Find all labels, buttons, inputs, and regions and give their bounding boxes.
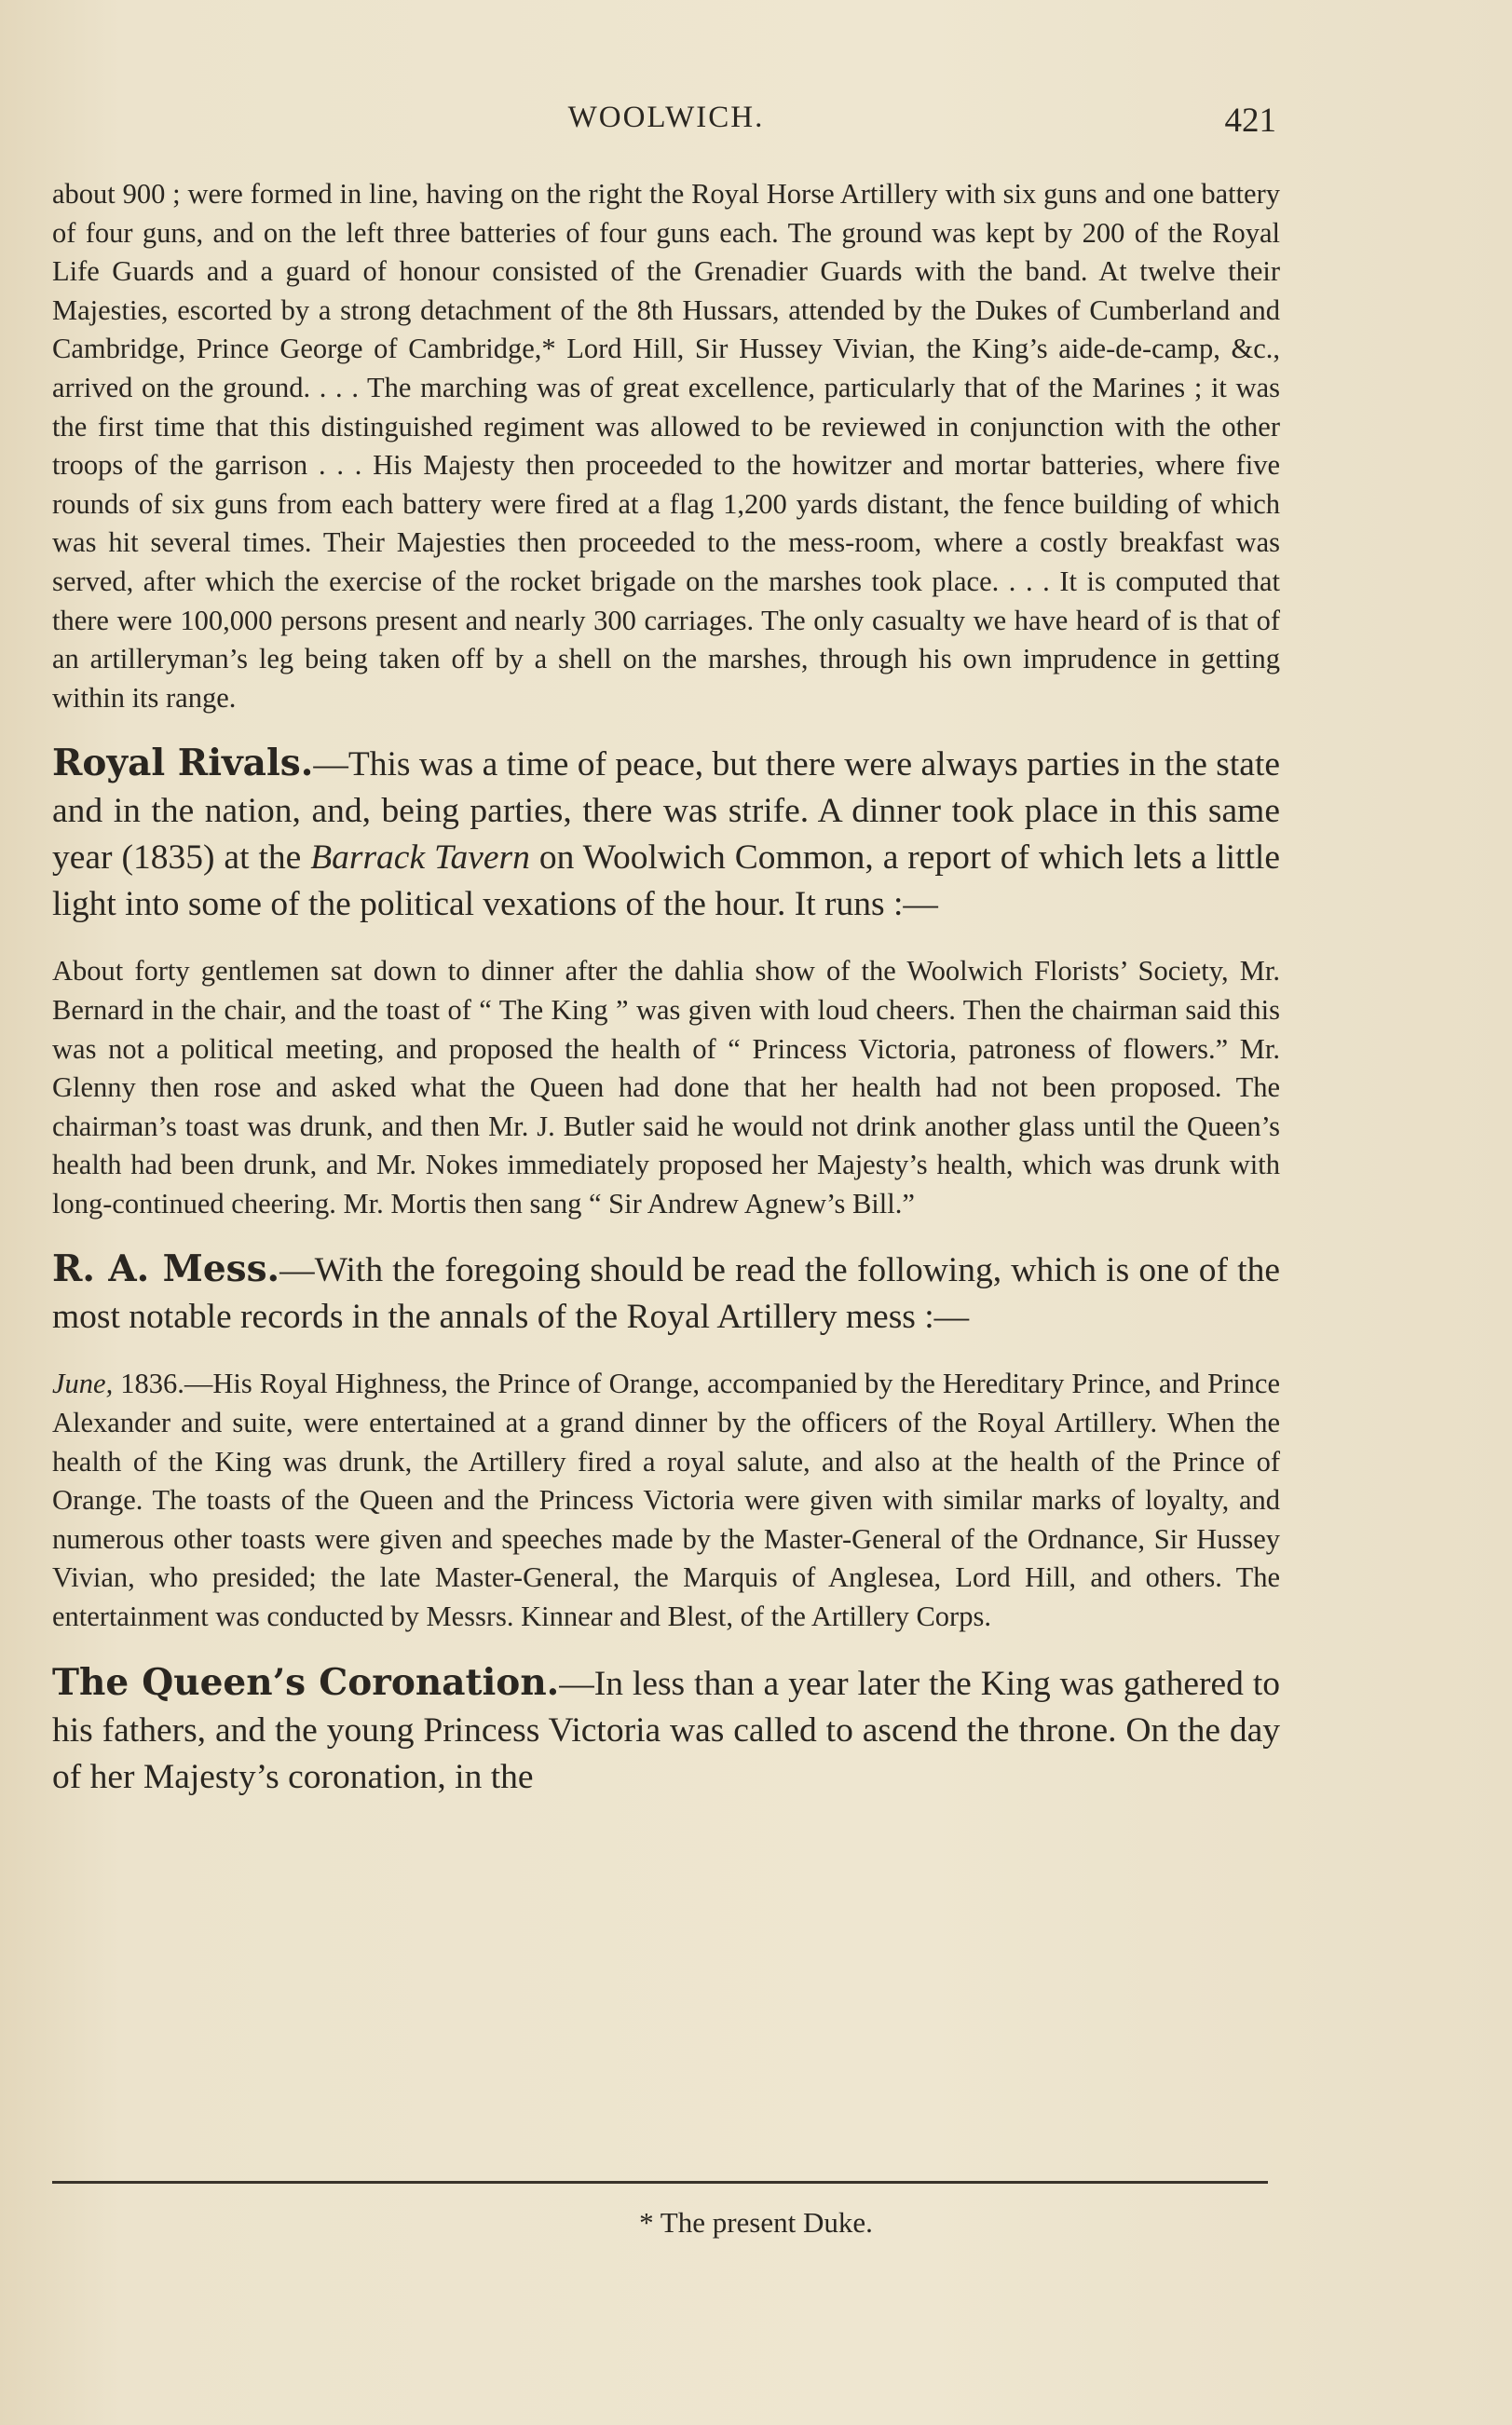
ra-mess-quote-text: 1836.—His Royal Highness, the Prince of Orange, accompanied by the Hereditary Prince, and Prince Alexander and suite, were entertained at a grand dinner by the officers of the Royal Artillery. When the health of the King was drunk, the Artillery fired a royal salute, and also at the health of the Prince of Orange. The toasts of the Queen and the Princess Victoria were given with similar marks of loyalty, and numerous other toasts were given and speeches made by the Master-General of the Ordnance, Sir Hussey Vivian, who presided; the late Master-General, the Marquis of Anglesea, Lord Hill, and others. The entertainment was conducted by Messrs. Kinnear and Blest, of the Artillery Corps. xyxy=(52,1368,1280,1633)
page-number: 421 xyxy=(1224,102,1276,140)
ra-mess-heading: R. A. Mess. xyxy=(52,1247,280,1291)
royal-rivals-text-1: —This was a time of peace, but there were always parties in the state and in the nation, and, being parties, there was strife. A dinner took place in this same year (1835) at the xyxy=(52,745,1281,878)
ra-mess-paragraph xyxy=(52,1246,1280,1341)
running-head: WOOLWICH. xyxy=(567,101,765,134)
coronation-paragraph xyxy=(52,1659,1280,1801)
coronation-heading: The Queen’s Coronation. xyxy=(52,1660,560,1704)
footnote-divider xyxy=(52,2181,1268,2184)
coronation-text: —In less than a year later the King was gathered to his fathers, and the young Princess Victoria was called to ascend the throne. On the day of her Majesty’s coronation, in the xyxy=(52,1664,1281,1796)
intro-paragraph: about 900 ; were formed in line, having on the right the Royal Horse Artillery with six guns and one battery of four guns, and on the left three batteries of four guns each. The ground was kept by 200 of the Royal Life Guards and a guard of honour consisted of the Grenadier Guards with the band. At twelve their Majesties, escorted by a strong detachment of the 8th Hussars, attended by the Dukes of Cumberland and Cambridge, Prince George of Cambridge,* Lord Hill, Sir Hussey Vivian, the King’s aide-de-camp, &c., arrived on the ground. . . . The marching was of great excellence, particularly that of the Marines ; it was the first time that this distinguished regiment was allowed to be reviewed in conjunction with the other troops of the garrison . . . His Majesty then proceeded to the howitzer and mortar batteries, where five rounds of six guns from each battery were fired at a flag 1,200 yards distant, the fence building of which was hit several times. Their Majesties then proceeded to the mess-room, where a costly breakfast was served, after which the exercise of the rocket brigade on the marshes took place. . . . It is computed that there were 100,000 persons present and nearly 300 carriages. The only casualty we have heard of is that of an artilleryman’s leg being taken off by a shell on the marshes, through his own imprudence in getting within its range. xyxy=(52,178,1280,714)
page-body xyxy=(52,175,1280,1801)
ra-mess-quote xyxy=(52,1365,1280,1636)
royal-rivals-paragraph xyxy=(52,740,1280,928)
barrack-tavern-italic: Barrack Tavern xyxy=(310,838,530,878)
ra-mess-quote-date: June, xyxy=(52,1368,114,1400)
dinner-report-quote: About forty gentlemen sat down to dinner after the dahlia show of the Woolwich Florists’ Society, Mr. Bernard in the chair, and the toast of “ The King ” was given with loud cheers. Then the chairman said this was not a political meeting, and proposed the health of “ Princess Victoria, patroness of flowers.” Mr. Glenny then rose and asked what the Queen had done that her health had not been proposed. The chairman’s toast was drunk, and then Mr. J. Butler said he would not drink another glass until the Queen’s health had been drunk, and Mr. Nokes immediately proposed her Majesty’s health, which was drunk with long-continued cheering. Mr. Mortis then sang “ Sir Andrew Agnew’s Bill.” xyxy=(52,955,1280,1219)
ra-mess-text: —With the foregoing should be read the following, which is one of the most notable records in the annals of the Royal Artillery mess :— xyxy=(52,1251,1280,1337)
footnote: * The present Duke. xyxy=(639,2206,873,2239)
page-header xyxy=(56,101,1276,147)
royal-rivals-heading: Royal Rivals. xyxy=(52,742,314,785)
royal-rivals-text-2: on Woolwich Common, a report of which lets a little light into some of the political vexations of the hour. It runs :— xyxy=(52,838,1280,924)
